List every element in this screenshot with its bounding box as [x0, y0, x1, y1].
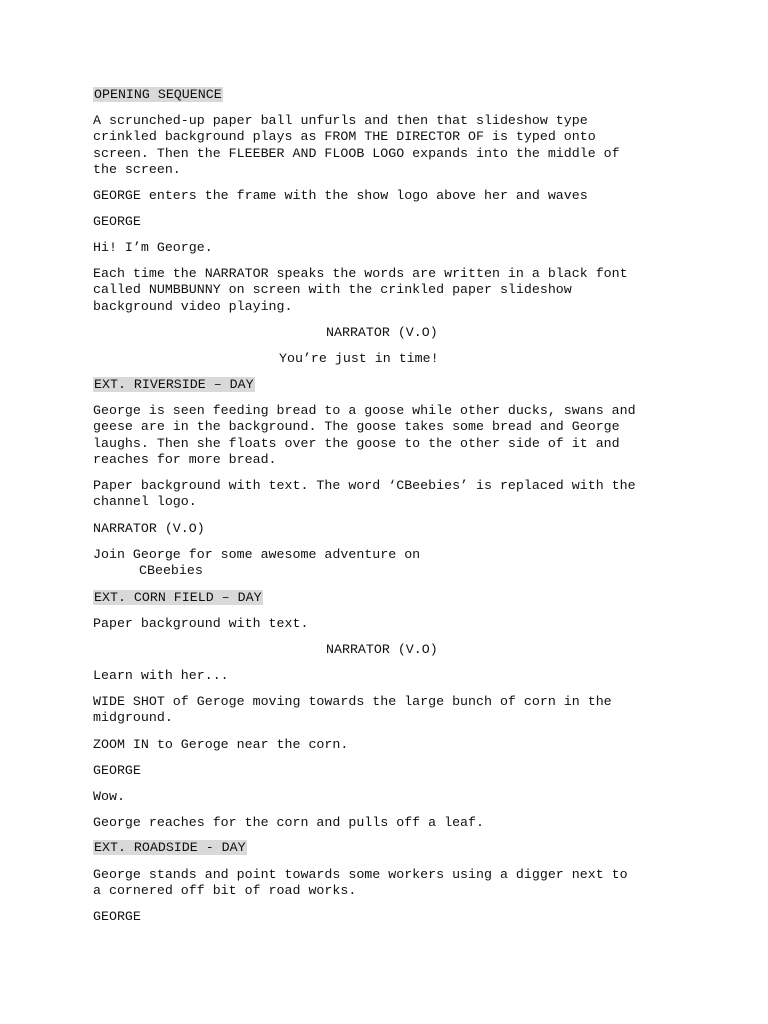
character-name: GEORGE: [93, 214, 141, 229]
action-line: George is seen feeding bread to a goose while other ducks, swans and: [93, 403, 636, 418]
action-paragraph-7: [93, 694, 693, 727]
action-paragraph-6: Paper background with text.: [93, 616, 309, 631]
action-line: a cornered off bit of road works.: [93, 883, 357, 899]
action-line: geese are in the background. The goose takes some bread and George: [93, 419, 620, 435]
action-paragraph-2: GEORGE enters the frame with the show logo above her and waves: [93, 188, 588, 203]
action-line: reaches for more bread.: [93, 451, 277, 467]
character-name: NARRATOR (V.O): [326, 642, 438, 657]
action-line: George stands and point towards some workers using a digger next to: [93, 867, 628, 882]
action-paragraph-4: [93, 403, 693, 468]
scene-heading-text: OPENING SEQUENCE: [94, 87, 222, 102]
dialogue-line: CBeebies: [139, 563, 203, 579]
action-line: WIDE SHOT of Geroge moving towards the large bunch of corn in the: [93, 694, 612, 709]
dialogue-block: [93, 547, 693, 580]
character-name: NARRATOR (V.O): [326, 325, 438, 340]
action-line: called NUMBBUNNY on screen with the crinkled paper slideshow: [93, 282, 572, 298]
action-paragraph-5: [93, 478, 693, 511]
action-line: screen. Then the FLEEBER AND FLOOB LOGO expands into the middle of: [93, 145, 620, 161]
scene-heading-opening: [93, 87, 223, 103]
dialogue-line: Wow.: [93, 789, 125, 804]
scene-heading-text: EXT. RIVERSIDE – DAY: [94, 377, 254, 392]
action-line: background video playing.: [93, 298, 293, 314]
scene-heading-cornfield: [93, 590, 263, 606]
action-paragraph-9: George reaches for the corn and pulls off a leaf.: [93, 815, 484, 830]
action-paragraph-8: ZOOM IN to Geroge near the corn.: [93, 737, 349, 752]
action-line: A scrunched-up paper ball unfurls and then that slideshow type: [93, 113, 588, 128]
action-line: the screen.: [93, 161, 181, 177]
scene-heading-text: EXT. CORN FIELD – DAY: [94, 590, 262, 605]
character-name: GEORGE: [93, 763, 141, 778]
action-line: midground.: [93, 710, 173, 726]
dialogue-line: Join George for some awesome adventure on: [93, 547, 421, 562]
action-paragraph-1: [93, 113, 693, 178]
character-name: GEORGE: [93, 909, 141, 924]
dialogue-line: You’re just in time!: [279, 351, 439, 366]
action-line: laughs. Then she floats over the goose to the other side of it and: [93, 435, 620, 451]
action-line: crinkled background plays as FROM THE DIRECTOR OF is typed onto: [93, 129, 596, 145]
action-line: Each time the NARRATOR speaks the words are written in a black font: [93, 266, 628, 281]
scene-heading-riverside: [93, 377, 255, 393]
action-line: channel logo.: [93, 494, 197, 510]
character-name: NARRATOR (V.O): [93, 521, 205, 536]
dialogue-line: Learn with her...: [93, 668, 229, 683]
scene-heading-roadside: [93, 840, 247, 856]
action-line: Paper background with text. The word ‘CBeebies’ is replaced with the: [93, 478, 636, 493]
scene-heading-text: EXT. ROADSIDE - DAY: [94, 840, 246, 855]
dialogue-line: Hi! I’m George.: [93, 240, 213, 255]
action-paragraph-10: [93, 867, 693, 900]
action-paragraph-3: [93, 266, 693, 315]
